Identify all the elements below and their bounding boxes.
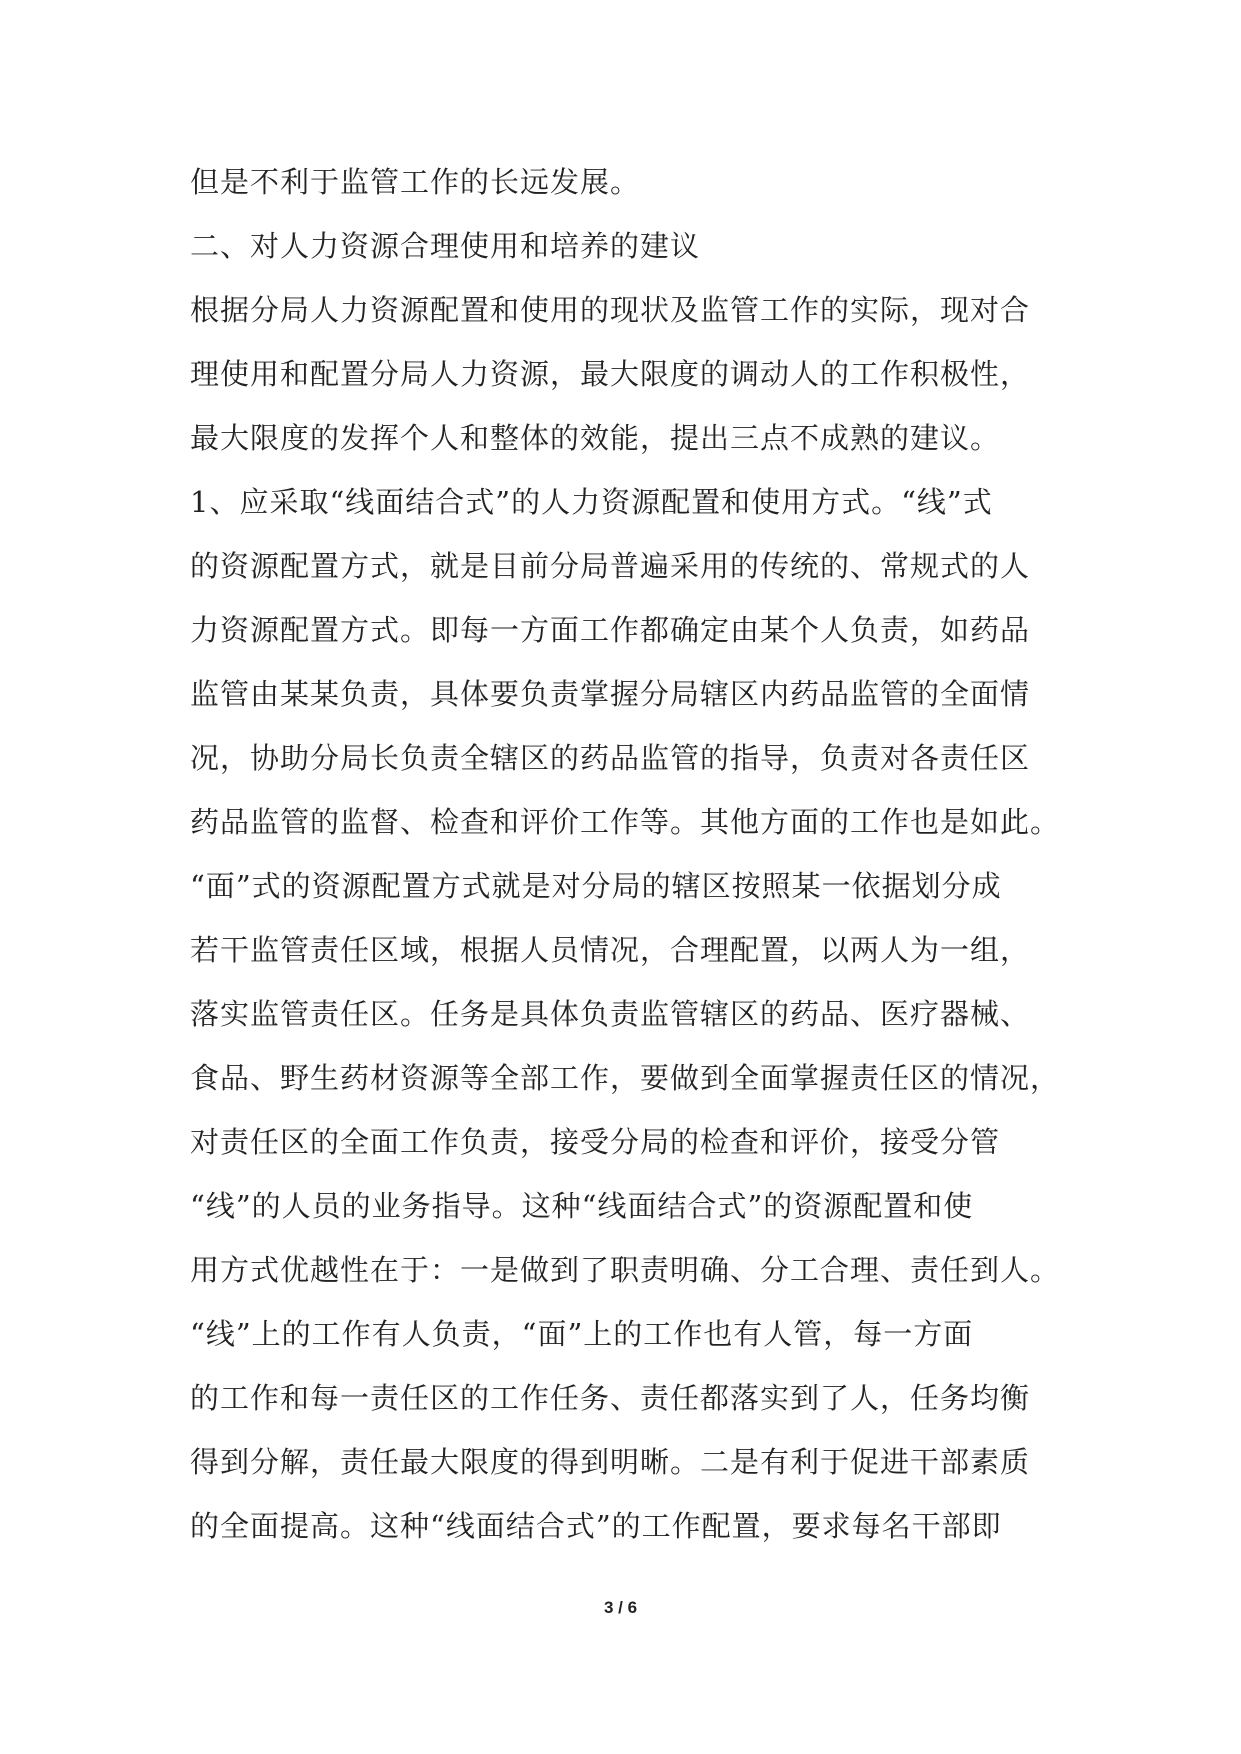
text-line: 的全面提高。这种“线面结合式”的工作配置，要求每名干部即 [190, 1509, 1002, 1543]
text-line: 最大限度的发挥个人和整体的效能，提出三点不成熟的建议。 [190, 421, 1001, 455]
text-line: 得到分解，责任最大限度的得到明晰。二是有利于促进干部素质 [190, 1445, 1031, 1479]
text-line: 况，协助分局长负责全辖区的药品监管的指导，负责对各责任区 [190, 741, 1031, 775]
text-line: “面”式的资源配置方式就是对分局的辖区按照某一依据划分成 [190, 869, 1002, 903]
body-text [190, 150, 1080, 1558]
text-line: 1、应采取“线面结合式”的人力资源配置和使用方式。“线”式 [190, 485, 993, 519]
text-line: 监管由某某负责，具体要负责掌握分局辖区内药品监管的全面情 [190, 677, 1031, 711]
text-line: 理使用和配置分局人力资源，最大限度的调动人的工作积极性， [190, 357, 1031, 391]
text-line: “线”上的工作有人负责，“面”上的工作也有人管，每一方面 [190, 1317, 974, 1351]
text-line: 力资源配置方式。即每一方面工作都确定由某个人负责，如药品 [190, 613, 1031, 647]
text-line: 若干监管责任区域，根据人员情况，合理配置，以两人为一组， [190, 933, 1031, 967]
text-line: “线”的人员的业务指导。这种“线面结合式”的资源配置和使 [190, 1189, 974, 1223]
text-line: 落实监管责任区。任务是具体负责监管辖区的药品、医疗器械、 [190, 997, 1031, 1031]
text-line: 根据分局人力资源配置和使用的现状及监管工作的实际，现对合 [190, 293, 1031, 327]
text-line: 食品、野生药材资源等全部工作，要做到全面掌握责任区的情况， [190, 1061, 1061, 1095]
text-line: 药品监管的监督、检查和评价工作等。其他方面的工作也是如此。 [190, 805, 1061, 839]
text-line: 的资源配置方式，就是目前分局普遍采用的传统的、常规式的人 [190, 549, 1031, 583]
text-line: 对责任区的全面工作负责，接受分局的检查和评价，接受分管 [190, 1125, 1001, 1159]
text-line: 的工作和每一责任区的工作任务、责任都落实到了人，任务均衡 [190, 1381, 1031, 1415]
text-line: 但是不利于监管工作的长远发展。 [190, 165, 641, 199]
section-heading: 二、对人力资源合理使用和培养的建议 [190, 229, 701, 263]
text-line: 用方式优越性在于：一是做到了职责明确、分工合理、责任到人。 [190, 1253, 1061, 1287]
page-number: 3 / 6 [603, 1598, 638, 1617]
